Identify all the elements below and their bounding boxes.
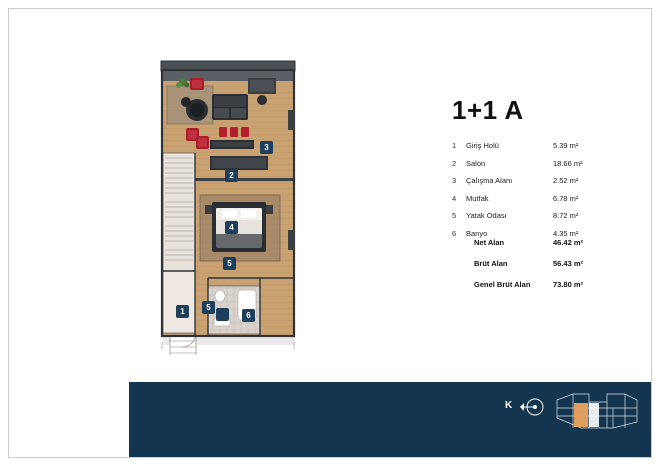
legend-row [452,192,602,210]
legend-area: 2.52 m² [553,176,579,185]
legend-area: 4.35 m² [553,228,579,238]
room-badge-bedroom: 5 [223,257,236,270]
room-badge-1: 1 [176,305,189,318]
area-totals [452,236,602,299]
total-row [452,236,602,257]
compass-icon [518,396,548,418]
total-label: Genel Brüt Alan [474,280,531,289]
total-row [452,257,602,278]
legend-number: 4 [452,193,457,203]
legend-area: 8.72 m² [553,211,579,220]
room-badge-4: 4 [225,221,238,234]
total-value: 73.80 m² [553,280,584,289]
footer-notch [9,382,129,457]
legend-row [452,209,602,227]
room-badge-6-hidden [216,308,229,321]
site-plan-key [551,388,643,436]
legend-number: 3 [452,176,457,185]
total-value: 56.43 m² [553,259,584,268]
legend-number: 2 [452,158,457,168]
legend-area: 5.39 m² [553,141,579,150]
page-title: 1+1 A [452,95,524,125]
legend-label: Giriş Holü [466,141,499,150]
legend-area: 6.78 m² [553,193,579,203]
room-legend [452,139,602,244]
legend-number: 5 [452,211,457,220]
legend-label: Salon [466,158,486,168]
legend-area: 18.66 m² [553,158,583,168]
legend-row [452,174,602,192]
compass-north-letter: K [505,400,513,411]
total-value: 46.42 m² [553,238,584,247]
legend-number: 6 [452,228,457,238]
room-badge-3: 3 [260,141,273,154]
legend-label: Çalışma Alanı [466,176,513,185]
legend-row [452,157,602,175]
room-badge-5: 5 [202,301,215,314]
room-badge-bathroom: 6 [242,309,255,322]
legend-number: 1 [452,141,457,150]
compass [505,396,551,418]
legend-label: Mutfak [466,193,489,203]
site-plan-svg [551,388,643,436]
total-label: Net Alan [474,238,505,247]
total-label: Brüt Alan [474,259,508,268]
legend-row [452,139,602,157]
legend-label: Yatak Odası [466,211,507,220]
total-row [452,278,602,299]
room-badge-2: 2 [225,169,238,182]
legend-label: Banyo [466,228,488,238]
